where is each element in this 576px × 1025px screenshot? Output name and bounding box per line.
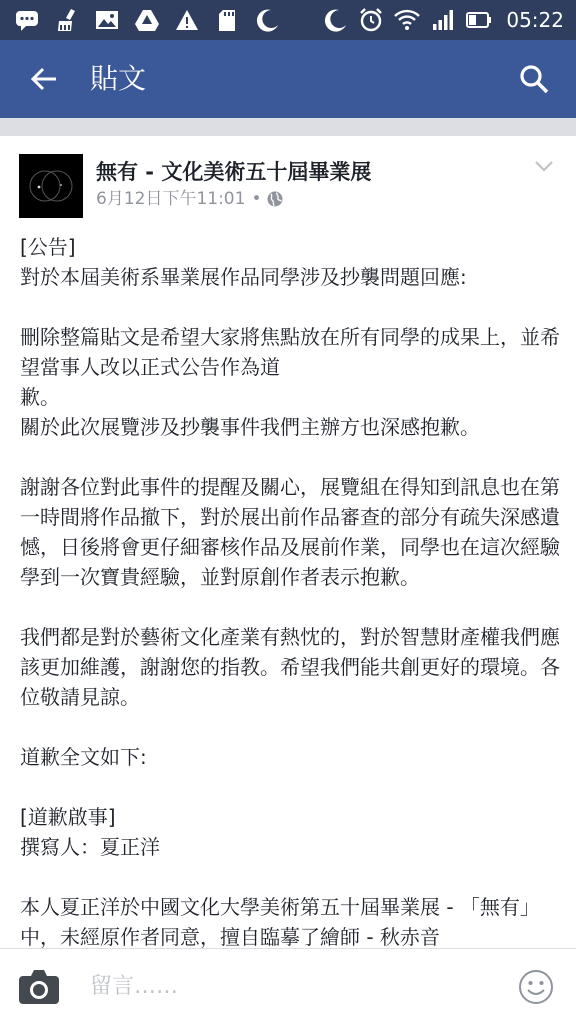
post-menu-button[interactable] [530, 152, 558, 180]
image-icon [94, 7, 120, 33]
cleaner-icon [54, 7, 80, 33]
notification-icons [14, 6, 280, 34]
post-paragraph: 謝謝各位對此事件的提醒及關心，展覽組在得知到訊息也在第一時間將作品撤下，對於展出前作品審查的部分有疏失深感遺憾，日後將會更仔細審核作品及展前作業，同學也在這次經驗學到一次寶貴經驗，並對原創作者表示抱歉。 [20, 475, 560, 589]
post-paragraph: 我們都是對於藝術文化產業有熱忱的，對於智慧財產權我們應該更加維護，謝謝您的指教。希望我們能共創更好的環境。各位敬請見諒。 [20, 625, 560, 709]
search-icon [519, 64, 549, 94]
camera-icon [17, 967, 61, 1007]
post-card [0, 136, 576, 948]
post-timestamp[interactable]: 6月12日下午11:01 [96, 189, 246, 209]
moon-icon [322, 7, 348, 33]
arrow-back-icon [30, 65, 58, 93]
message-icon [14, 7, 40, 33]
page-avatar[interactable] [19, 154, 83, 218]
alarm-icon [358, 7, 384, 33]
smiley-icon [518, 969, 554, 1005]
moon-icon [254, 7, 280, 33]
search-button[interactable] [512, 59, 556, 99]
post-body [20, 232, 562, 948]
battery-icon [466, 7, 492, 33]
status-bar [0, 0, 576, 40]
app-bar [0, 40, 576, 118]
drive-icon [134, 7, 160, 33]
chevron-down-icon [534, 156, 554, 176]
comment-input[interactable]: 留言…… [90, 974, 179, 999]
signal-icon [430, 7, 456, 33]
page-name[interactable]: 無有 - 文化美術五十屆畢業展 [96, 160, 372, 184]
post-paragraph: 本人夏正洋於中國文化大學美術第五十屆畢業展 - 「無有」中，未經原作者同意，擅自臨摹了繪師 - 秋赤音 [20, 895, 540, 948]
wifi-icon [394, 7, 420, 33]
emoji-button[interactable] [518, 969, 554, 1005]
system-icons [322, 6, 564, 34]
post-meta [96, 188, 283, 210]
feed-divider [0, 118, 576, 136]
post-paragraph: 道歉全文如下: [20, 745, 147, 769]
globe-icon [267, 191, 283, 207]
post-paragraph: [道歉啟事] 撰寫人：夏正洋 [20, 805, 160, 859]
camera-button[interactable] [17, 967, 61, 1007]
meta-separator: • [251, 189, 262, 209]
post-paragraph: 刪除整篇貼文是希望大家將焦點放在所有同學的成果上，並希望當事人改以正式公告作為道 歉。 關於此次展覽涉及抄襲事件我們主辦方也深感抱歉。 [20, 325, 560, 439]
logo-image [19, 154, 83, 218]
warning-icon [174, 7, 200, 33]
sd-card-icon [214, 7, 240, 33]
clock: 05:22 [506, 8, 564, 32]
post-paragraph: [公告] 對於本屆美術系畢業展作品同學涉及抄襲問題回應: [20, 235, 467, 289]
back-button[interactable] [22, 59, 66, 99]
page-title: 貼文 [90, 62, 147, 95]
comment-composer [0, 948, 576, 1025]
